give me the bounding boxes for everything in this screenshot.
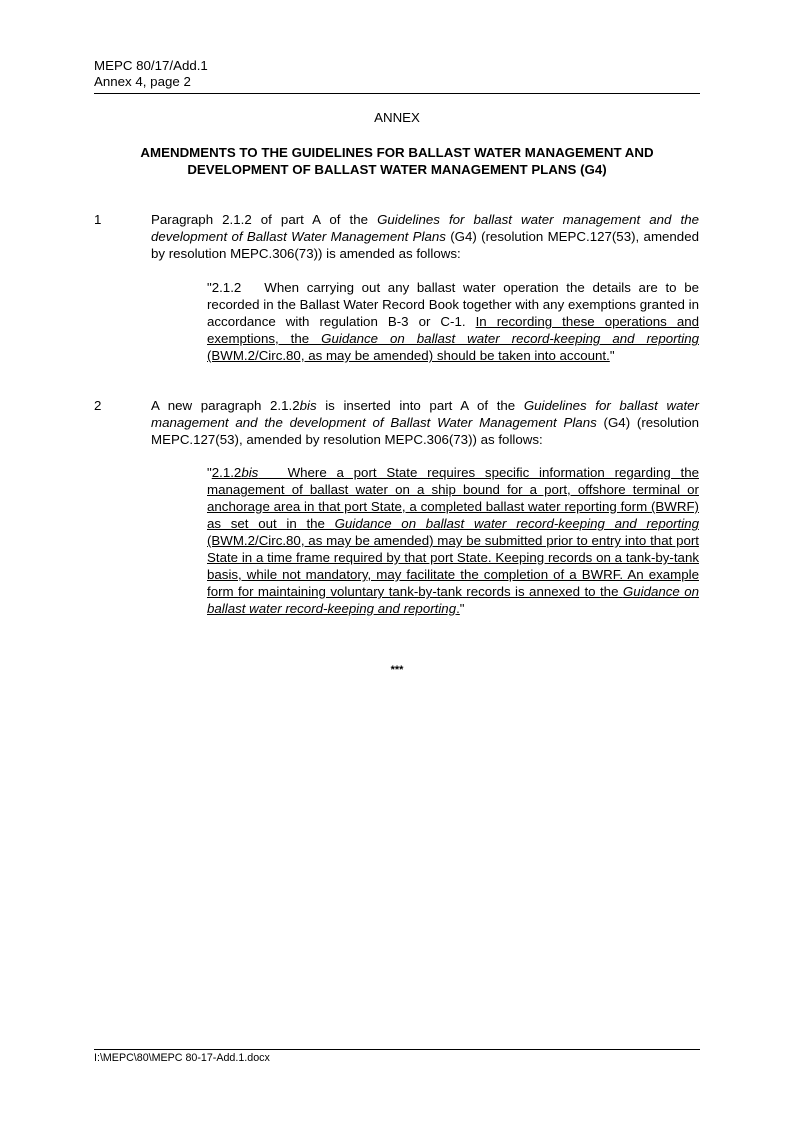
- header-divider: [94, 93, 700, 94]
- quote-2-guidance-title-2: Guidance on ballast water record-keeping and reporting: [207, 584, 699, 616]
- document-reference: MEPC 80/17/Add.1: [94, 58, 208, 73]
- quote-1-close: ": [609, 348, 615, 363]
- quote-2-number: 2.1.2: [211, 465, 242, 480]
- quote-2-guidance-title: Guidance on ballast water record-keeping and reporting: [334, 516, 699, 531]
- quote-2-text: Where a port State requires specific information regarding the management of ballast water on a ship bound for a port, offshore terminal or anchorage area in that port State, a completed ballast water reporting form (BWRF) as set out in the: [207, 465, 699, 531]
- new-paragraph-2-1-2bis: [207, 464, 699, 617]
- quote-2-text-mid: (BWM.2/Circ.80, as may be amended) may be submitted prior to entry into that port State in a time frame required by that port State. Keeping records on a tank-by-tank basis, while not mandatory, may facilitate the completion of a BWRF. An example form for maintaining voluntary tank-by-tank records is annexed to the: [207, 533, 699, 599]
- end-marker: ***: [390, 664, 404, 676]
- quote-1-text: "2.1.2 When carrying out any ballast water operation the details are to be recorded in the Ballast Water Record Book together with any exemptions granted in accordance with regulation B-3 or C-1.: [207, 280, 699, 329]
- title-line-2: DEVELOPMENT OF BALLAST WATER MANAGEMENT PLANS (G4): [187, 162, 607, 177]
- quote-1-guidance-title: Guidance on ballast water record-keeping and reporting: [321, 331, 699, 346]
- footer-divider: [94, 1049, 700, 1050]
- page-header: [94, 58, 700, 90]
- paragraph-2-text: A new paragraph 2.1.2: [151, 398, 300, 413]
- title-line-1: AMENDMENTS TO THE GUIDELINES FOR BALLAST WATER MANAGEMENT AND: [140, 145, 654, 160]
- paragraph-1-text: Paragraph 2.1.2 of part A of the: [151, 212, 378, 227]
- annex-label: ANNEX: [374, 110, 420, 125]
- paragraph-2: [151, 397, 699, 448]
- paragraph-2-text-end: (G4) (resolution MEPC.127(53), amended by resolution MEPC.306(73)) as follows:: [151, 415, 699, 447]
- quote-2-open: ": [207, 465, 212, 480]
- paragraph-1-number: 1: [94, 212, 102, 227]
- paragraph-1: [151, 211, 699, 262]
- amended-paragraph-2-1-2: [207, 279, 699, 364]
- guidelines-title: Guidelines for ballast water management and the development of Ballast Water Management Plans: [151, 212, 699, 244]
- footer-file-path: I:\MEPC\80\MEPC 80-17-Add.1.docx: [94, 1052, 270, 1064]
- quote-1-inserted-text-end: (BWM.2/Circ.80, as may be amended) should be taken into account.: [207, 348, 610, 363]
- paragraph-1-text-end: (G4) (resolution MEPC.127(53), amended by resolution MEPC.306(73)) is amended as follows:: [151, 229, 699, 261]
- page-reference: Annex 4, page 2: [94, 74, 191, 89]
- paragraph-2-number: 2: [94, 398, 102, 413]
- quote-1-inserted-text: In recording these operations and exemptions, the: [207, 314, 700, 346]
- quote-2-period: .: [456, 601, 460, 616]
- quote-2-close: ": [459, 601, 465, 616]
- document-title: [94, 144, 700, 178]
- bis-label: bis: [299, 398, 317, 413]
- quote-2-bis: bis: [241, 465, 259, 480]
- paragraph-2-text-mid: is inserted into part A of the: [316, 398, 524, 413]
- guidelines-title: Guidelines for ballast water management and the development of Ballast Water Management Plans: [151, 398, 699, 430]
